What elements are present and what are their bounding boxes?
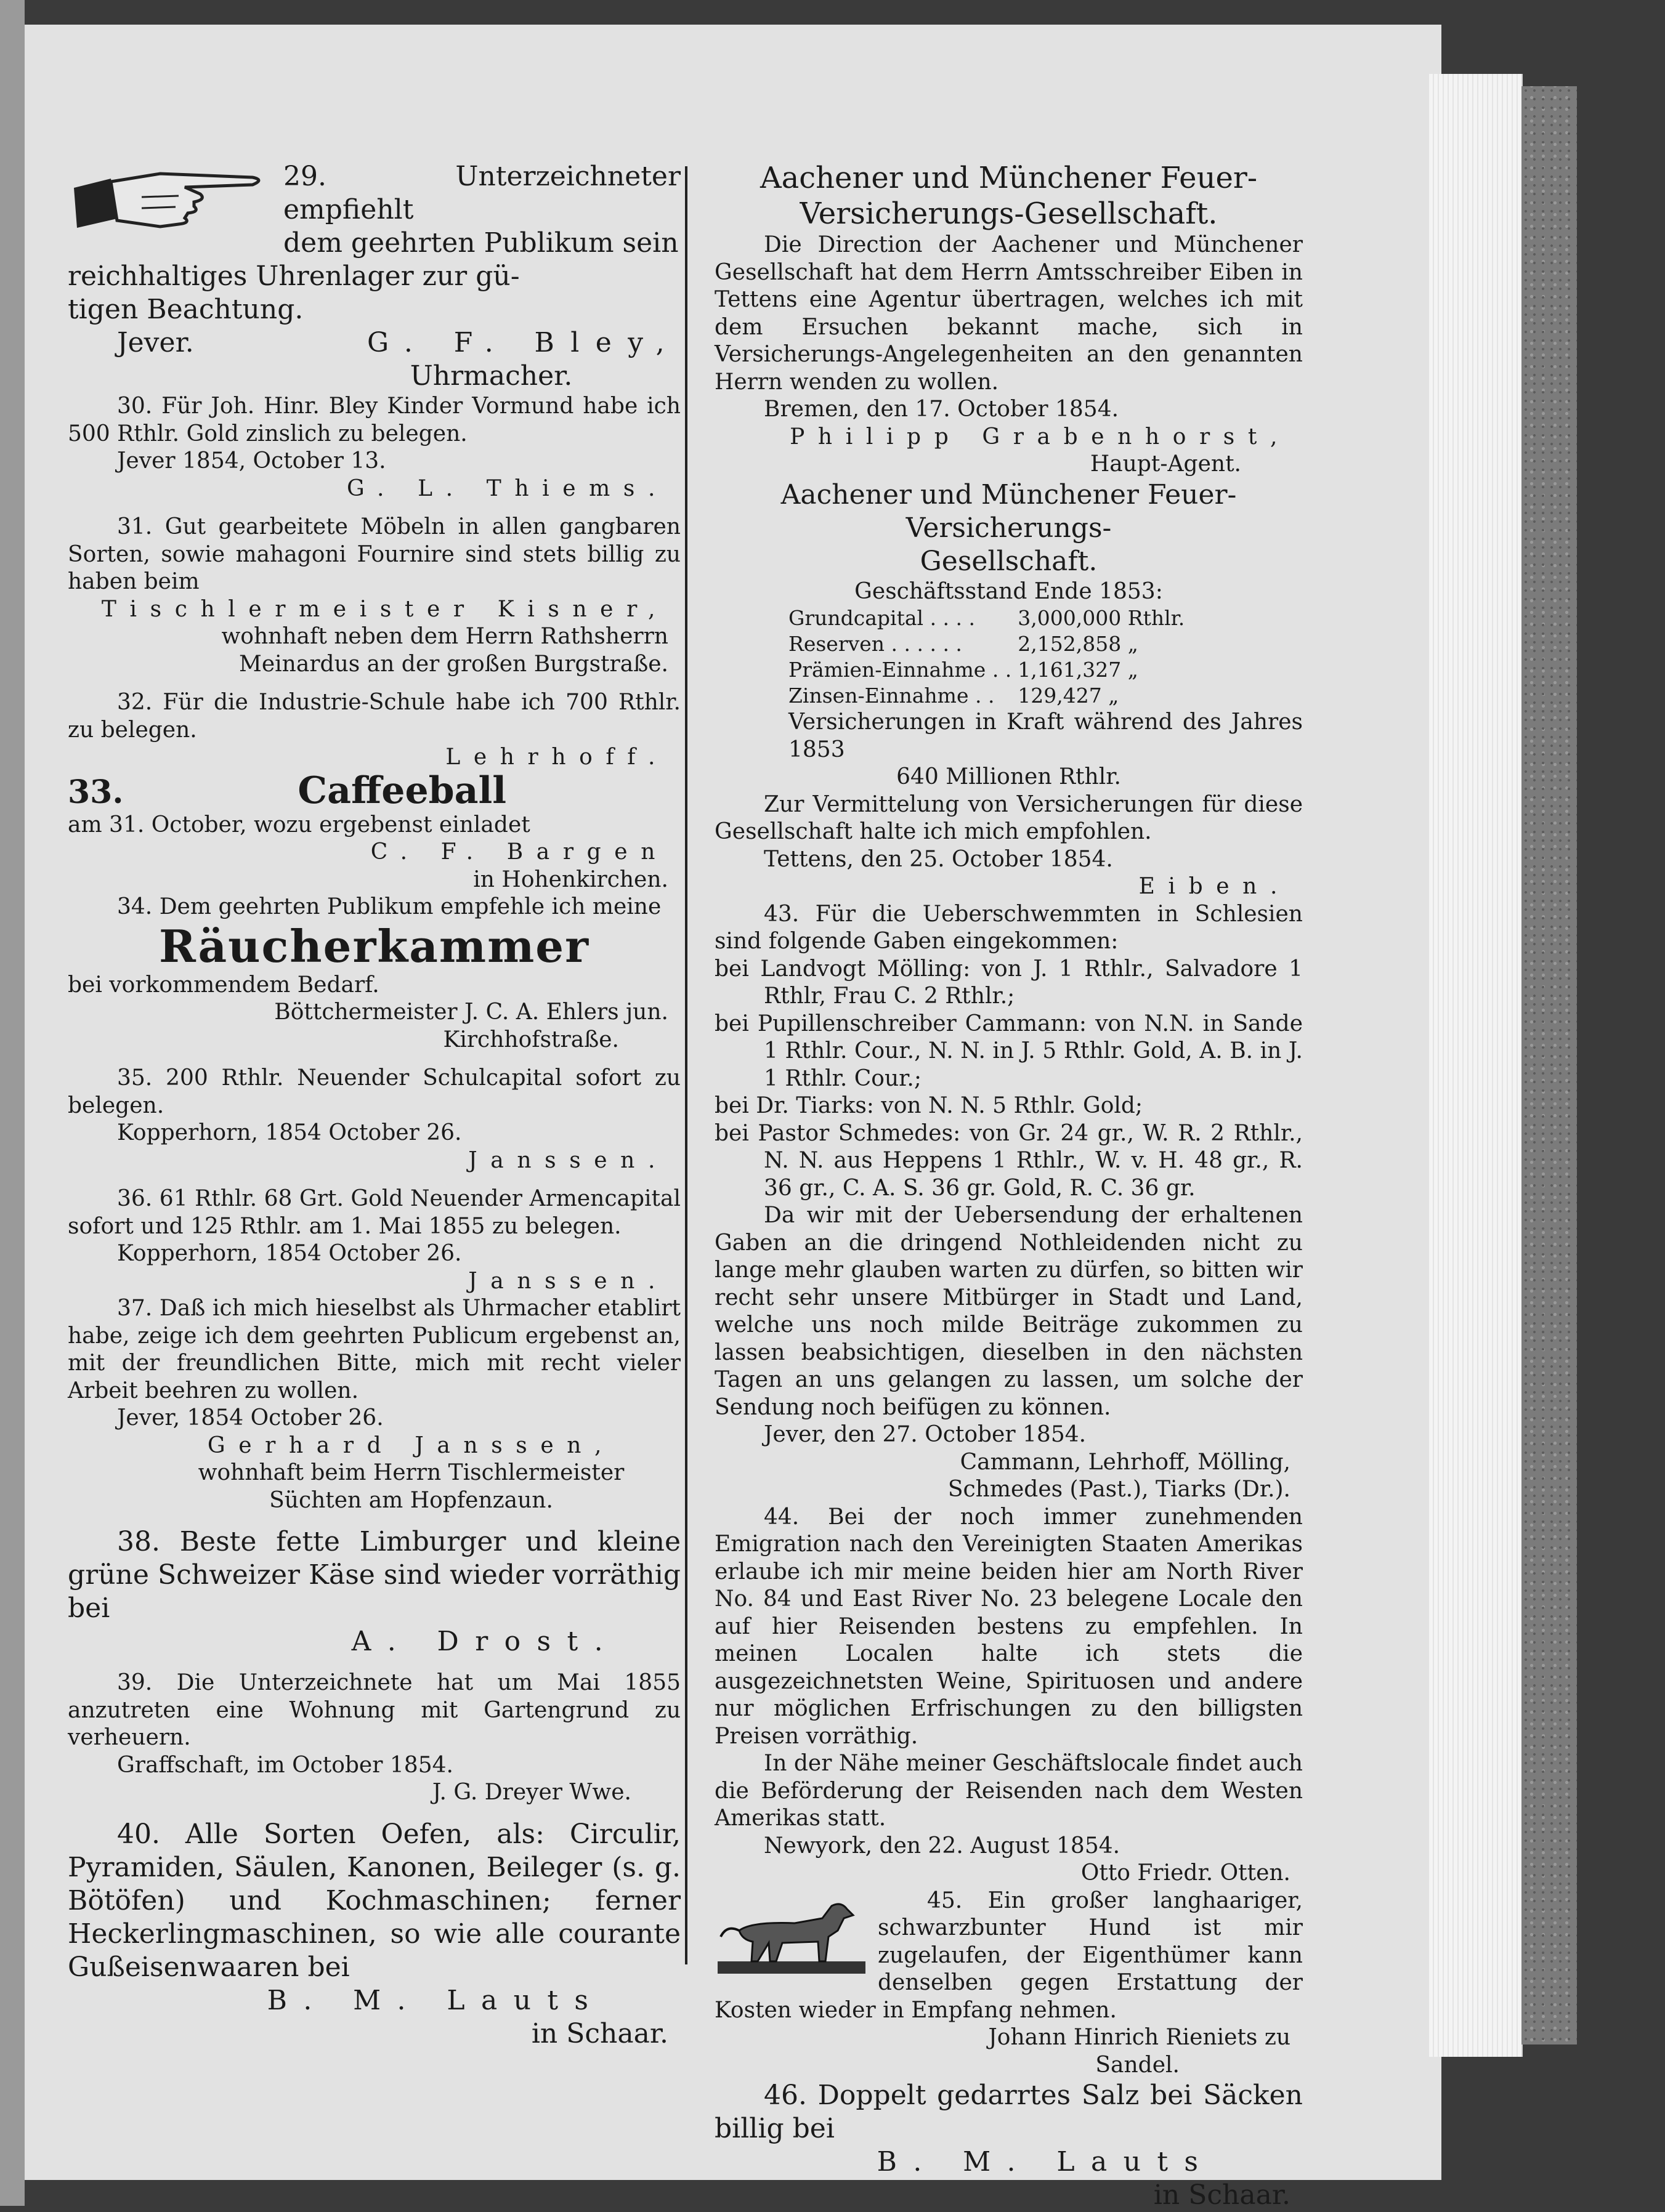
ad-36-date: Kopperhorn, 1854 October 26. [117,1241,462,1266]
ad-33-heading [68,769,681,812]
book-cover-edge [1521,86,1577,2044]
ad-33-place: in Hohenkirchen. [473,866,668,892]
financial-row [788,631,1191,657]
ad-29-line-1: 29. Unterzeichneter empfiehlt [283,161,681,225]
ad-46-place: in Schaar. [1153,2179,1290,2211]
ad-39-text: 39. Die Unterzeichnete hat um Mai 1855 anzutreten eine Wohnung mit Gartengrund zu verheuern. [68,1670,681,1750]
financial-value: 2,152,858 „ [1018,632,1138,656]
ad-43-donation: bei Pupillenschreiber Cammann: von N.N. in Sande 1 Rthlr. Cour., N. N. in J. 5 Rthlr. Gold, A. B. in J. 1 Rthlr. Cour.; [715,1011,1303,1091]
ad-39-signature: J. G. Dreyer Wwe. [432,1780,631,1805]
ad-29 [68,160,681,393]
financial-row [788,683,1191,709]
financial-total-value: 640 Millionen Rthlr. [896,764,1121,789]
financial-label: Prämien-Einnahme . . [788,658,1012,682]
ad-29-line-3: reichhaltiges Uhrenlager zur gü- [68,260,520,292]
page-stack-edge [1429,74,1523,2057]
pointing-hand-icon [68,160,271,252]
financial-value: 3,000,000 Rthlr. [1018,606,1185,630]
financial-row [788,605,1191,631]
ad-46-signature: B. M. Lauts [877,2146,1215,2178]
ad-30-date: Jever 1854, October 13. [117,448,386,474]
ad-43-text: 43. Für die Ueberschwemmten in Schlesien sind folgende Gaben eingekommen: [715,901,1303,954]
ad-33-number: 33. [68,773,124,811]
ad-45-place: Sandel. [1095,2052,1180,2078]
ad-33-text: am 31. October, wozu ergebenst einladet [68,812,530,838]
ad-43-appeal: Da wir mit der Uebersendung der erhaltenen Gaben an die dringend Nothleidenden nicht zu lange mehr glauben warten zu dürfen, so bitten wir recht sehr unsere Mitbürger in Stadt und Land, welche uns noch milde Beiträge zukommen zu lassen beabsichtigen, dieselben in den nächsten Tagen an uns gelangen zu lassen, um solche der Sendung noch beifügen zu können. [715,1203,1303,1420]
ad-40-place: in Schaar. [531,2017,668,2049]
financial-table [788,605,1191,709]
ad-45 [715,1887,1303,2080]
ad-29-line-2: dem geehrten Publikum sein [283,227,679,259]
financial-total-label: Versicherungen in Kraft während des Jahres 1853 [788,709,1303,762]
ad-44-text-2: In der Nähe meiner Geschäftslocale findet auch die Beförderung der Reisenden nach dem Westen Amerikas statt. [715,1751,1303,1831]
ad-34-text-2: bei vorkommendem Bedarf. [68,972,379,998]
ad-43-date: Jever, den 27. October 1854. [764,1422,1087,1447]
ad-29-signature: G. F. Bley, [367,327,681,358]
financial-label: Grundcapital . . . . [788,606,976,630]
ad-31-signature-2: wohnhaft neben dem Herrn Rathsherrn [221,624,668,649]
ad-30-signature: G. L. Thiems. [346,475,668,501]
insurance-intro-signature: Philipp Grabenhorst, [790,424,1290,450]
insurance-intro: Die Direction der Aachener und Münchener Gesellschaft hat dem Herrn Amtsschreiber Eiben in Tettens eine Agentur übertragen, welches ich mit dem Ersuchen bekannt mache, sich in Versicherungs-Angelegenheiten an den genannten Herrn wenden zu wollen. [715,232,1303,395]
ad-29-place: Jever. [117,327,194,358]
adjacent-page-edge [0,0,25,2206]
ad-35-text: 35. 200 Rthlr. Neuender Schulcapital sofort zu belegen. [68,1065,681,1118]
ad-32-text: 32. Für die Industrie-Schule habe ich 700 Rthlr. zu belegen. [68,690,681,743]
ad-39-date: Graffschaft, im October 1854. [117,1752,453,1778]
ad-44-signature: Otto Friedr. Otten. [1080,1860,1290,1886]
ad-30-text: 30. Für Joh. Hinr. Bley Kinder Vormund habe ich 500 Rthlr. Gold zinslich zu belegen. [68,394,681,446]
ad-40-signature: B. M. Lauts [267,1984,605,2016]
ad-45-signature: Johann Hinrich Rieniets zu [988,2025,1290,2050]
ad-37-address-2: Süchten am Hopfenzaun. [269,1487,553,1513]
agent-text: Zur Vermittelung von Versicherungen für diese Gesellschaft halte ich mich empfohlen. [715,791,1303,844]
ad-31-signature-1: Tischlermeister Kisner, [101,596,668,622]
ad-43-donation: bei Dr. Tiarks: von N. N. 5 Rthlr. Gold; [715,1093,1143,1118]
ad-46-text: 46. Doppelt gedarrtes Salz bei Säcken billig bei [715,2080,1303,2144]
ad-40-text: 40. Alle Sorten Oefen, als: Circulir, Pyramiden, Säulen, Kanonen, Beileger (s. g. Bötöfen) und Kochmaschinen; ferner Heckerlingmaschinen, so wie alle courante Gußeisenwaaren bei [68,1818,681,1983]
left-column [68,160,681,2051]
financial-label: Reserven . . . . . . [788,632,962,656]
insurance-subtitle-1: Aachener und Münchener Feuer-Versicherungs- [780,478,1237,544]
ad-38-signature: A. Drost. [351,1626,619,1657]
ad-36-signature: Janssen. [468,1268,668,1294]
insurance-title-2: Versicherungs-Gesellschaft. [800,196,1218,231]
ad-34-signature: Böttchermeister J. C. A. Ehlers jun. [274,999,668,1025]
status-title: Geschäftsstand Ende 1853: [854,578,1163,604]
ad-43-signature-1: Cammann, Lehrhoff, Mölling, [960,1449,1290,1475]
financial-value: 129,427 „ [1018,684,1119,708]
ad-33-title: Caffeeball [298,769,507,812]
ad-43-donation: bei Pastor Schmedes: von Gr. 24 gr., W. R. 2 Rthlr., N. N. aus Heppens 1 Rthlr., W. v. H. 48 gr., R. 36 gr., C. A. S. 36 gr. Gold, R. C. 36 gr. [715,1120,1303,1201]
ad-35-date: Kopperhorn, 1854 October 26. [117,1120,462,1145]
ad-44-text: 44. Bei der noch immer zunehmenden Emigration nach den Vereinigten Staaten Amerikas erlaube ich mir meine beiden hier am North River No. 84 und East River No. 23 belegene Locale den auf hier Reisenden bestens zu empfehlen. In meinen Localen halte ich stets die ausgezeichnetsten Weine, Spirituosen und andere nur möglichen Erfrischungen zu den billigsten Preisen vorräthig. [715,1504,1303,1749]
financial-label: Zinsen-Einnahme . . [788,684,995,708]
column-divider [685,166,687,1964]
insurance-subtitle-2: Gesellschaft. [920,545,1098,577]
ad-29-signature-row [68,326,681,360]
ad-29-line-4: tigen Beachtung. [68,294,304,325]
ad-34-street: Kirchhofstraße. [443,1027,619,1052]
ad-37-text: 37. Daß ich mich hieselbst als Uhrmacher etablirt habe, zeige ich dem geehrten Publicum ergebenst an, mit der freundlichen Bitte, mich mit recht vieler Arbeit beehren zu wollen. [68,1296,681,1403]
ad-33-signature: C. F. Bargen [370,839,668,865]
ad-45-text: 45. Ein großer langhaariger, schwarzbunter Hund ist mir zugelaufen, der Eigenthümer kann denselben gegen Erstattung der Kosten wieder in Empfang nehmen. [715,1887,1303,2023]
financial-value: 1,161,327 „ [1018,658,1138,682]
ad-44-date: Newyork, den 22. August 1854. [764,1833,1120,1859]
right-column [715,160,1303,2212]
ad-35-signature: Janssen. [468,1147,668,1173]
dog-icon [715,1887,869,1980]
ad-37-address-1: wohnhaft beim Herrn Tischlermeister [198,1460,625,1485]
insurance-title-1: Aachener und Münchener Feuer- [760,161,1258,195]
ad-29-job: Uhrmacher. [410,360,573,392]
financial-row [788,657,1191,683]
ad-43-donation: bei Landvogt Mölling: von J. 1 Rthlr., Salvadore 1 Rthlr, Frau C. 2 Rthlr.; [715,956,1303,1009]
ad-34-text: 34. Dem geehrten Publikum empfehle ich meine [117,894,662,919]
ad-31-text: 31. Gut gearbeitete Möbeln in allen gangbaren Sorten, sowie mahagoni Fournire sind stets billig zu haben beim [68,514,681,594]
agent-date: Tettens, den 25. October 1854. [764,846,1113,872]
ad-31-signature-3: Meinardus an der großen Burgstraße. [239,651,668,677]
agent-signature: Eiben. [1138,874,1290,899]
ad-38-text: 38. Beste fette Limburger und kleine grüne Schweizer Käse sind wieder vorräthig bei [68,1526,681,1624]
ad-34-title: Räucherkammer [158,919,590,972]
ad-36-text: 36. 61 Rthlr. 68 Grt. Gold Neuender Armencapital sofort und 125 Rthlr. am 1. Mai 1855 zu belegen. [68,1186,681,1239]
insurance-intro-date: Bremen, den 17. October 1854. [764,397,1119,422]
ad-37-signature: Gerhard Janssen, [207,1432,615,1458]
ad-43-signature-2: Schmedes (Past.), Tiarks (Dr.). [947,1477,1290,1502]
insurance-intro-role: Haupt-Agent. [1090,451,1241,477]
ad-32-signature: Lehrhoff. [445,745,668,770]
ad-37-date: Jever, 1854 October 26. [117,1405,384,1431]
